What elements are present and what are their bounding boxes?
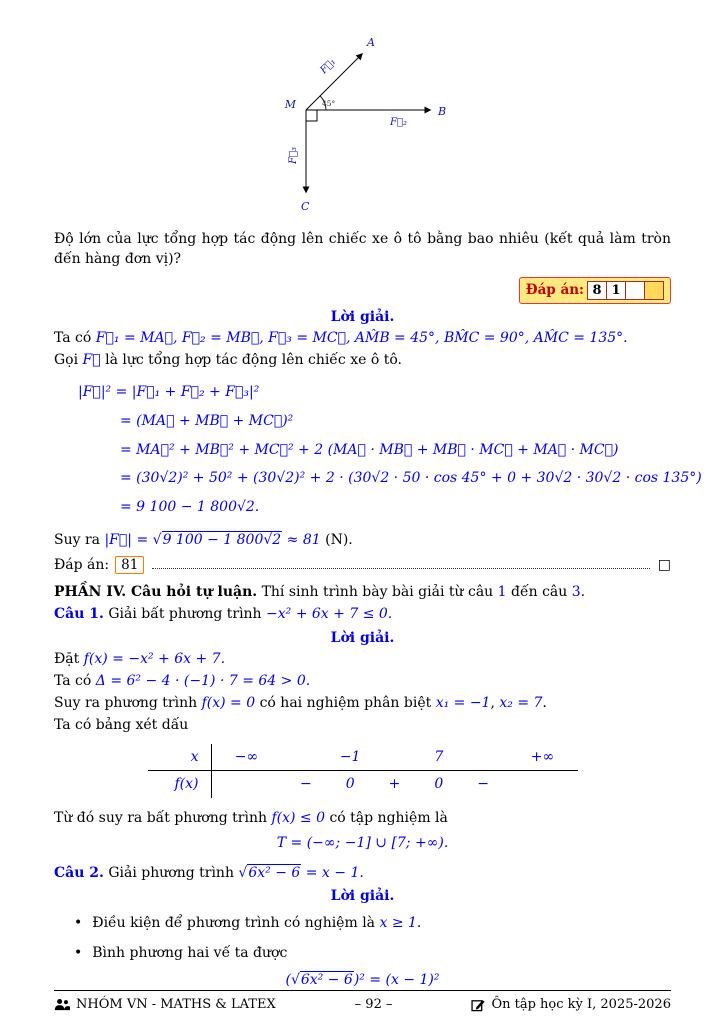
text-run: . — [580, 583, 586, 600]
text-run: Giải bất phương trình — [103, 606, 267, 623]
text-run: , — [490, 695, 500, 712]
bullet-text — [92, 913, 421, 933]
equation-line-4 — [120, 464, 702, 493]
equation-line-1 — [78, 378, 671, 407]
force-diagram-svg — [54, 18, 671, 223]
point-label-c: C — [301, 200, 310, 213]
answer-box-row — [54, 277, 671, 304]
sign-table-var: x — [190, 748, 199, 765]
text-run: Điều kiện để phương trình có nghiệm là — [92, 915, 380, 932]
footer-left-text: NHÓM VN - MATHS & LATEX — [76, 997, 276, 1012]
sign-table-flabel-cell — [148, 771, 212, 798]
solution-line-goi-f — [54, 350, 671, 370]
sign-table-sign: + — [388, 776, 401, 793]
ref-num-3: 3 — [571, 583, 581, 600]
loi-giai-heading-1: Lời giải. — [330, 308, 395, 325]
sign-table-cell — [508, 771, 578, 798]
math-run: = (30√2)² + 50² + (30√2)² + 2 · (30√2 · 50 · cos 45° + 0 + 30√2 · 30√2 · cos 135°) — [120, 470, 702, 487]
math-run: f(x) ≤ 0 — [271, 809, 325, 826]
dap-an-value-box: 81 — [115, 556, 144, 574]
text-run: Thí sinh trình bày bài giải từ câu — [257, 583, 498, 600]
math-run: = MA⃗² + MB⃗² + MC⃗² + 2 (MA⃗ · MB⃗ + MB⃗ · MC⃗ + MA⃗ · MC⃗) — [120, 441, 619, 458]
cau2-label: Câu 2. — [54, 865, 104, 881]
equation-line-2 — [120, 407, 671, 436]
math-run: T = (−∞; −1] ∪ [7; +∞). — [276, 835, 449, 851]
conclusion-line — [54, 530, 671, 550]
equation-line-5 — [120, 493, 671, 522]
dap-an-label: Đáp án: — [54, 556, 110, 573]
force-label-f2: F⃗₂ — [390, 117, 407, 128]
text-run: Suy ra — [54, 531, 105, 548]
cau1-label: Câu 1. — [54, 606, 104, 623]
cau1-heading — [54, 604, 671, 624]
sign-table-cell — [419, 771, 459, 798]
page-footer — [54, 990, 671, 1012]
text-run: Gọi — [54, 351, 83, 368]
loi-giai-heading-3: Lời giải. — [330, 888, 395, 905]
users-icon — [54, 998, 70, 1011]
math-run: Δ = 6² − 4 · (−1) · 7 = 64 > 0. — [95, 672, 311, 689]
force-label-f3: F⃗₃ — [288, 147, 299, 164]
sign-table-var-cell — [148, 744, 212, 771]
answer-cell-2: 1 — [606, 281, 626, 300]
bullet-item-2 — [74, 943, 671, 963]
text-run: . — [416, 915, 422, 932]
question-text: Độ lớn của lực tổng hợp tác động lên chiếc xe ô tô bằng bao nhiêu (kết quả làm tròn đến hàng đơn vị)? — [54, 231, 671, 268]
cau2-heading — [54, 863, 671, 883]
force-diagram — [54, 10, 671, 227]
squared-equation — [54, 972, 671, 988]
math-run: F⃗₁ = MA⃗, F⃗₂ = MB⃗, F⃗₃ = MC⃗, AM̂B = 45°, BM̂C = 90°, AM̂C = 135°. — [95, 329, 628, 346]
equation-block — [78, 378, 702, 521]
math-run: )² = (x − 1)² — [353, 971, 440, 988]
loi-giai-heading-2: Lời giải. — [330, 629, 395, 646]
dotted-leader — [152, 557, 649, 569]
text-run: . — [542, 695, 547, 712]
math-run: |F⃗|² = |F⃗₁ + F⃗₂ + F⃗₃|² — [78, 384, 260, 401]
sign-table-value: −∞ — [234, 748, 259, 765]
answer-box — [519, 277, 671, 304]
sqrt-sign: √ — [290, 971, 300, 988]
answer-cell-4 — [644, 281, 664, 300]
sqrt-radicand: 6x² − 6 — [248, 865, 301, 881]
sign-table-cell — [330, 771, 370, 798]
math-run: |F⃗| = — [104, 531, 153, 548]
math-run: = (MA⃗ + MB⃗ + MC⃗)² — [120, 412, 294, 429]
sign-table — [148, 744, 578, 798]
math-run: x ≥ 1 — [379, 915, 417, 932]
cau1-step-3 — [54, 693, 671, 713]
sign-table-sign: 0 — [434, 776, 444, 793]
math-run: x₂ = 7 — [499, 695, 543, 712]
cau1-step-5 — [54, 808, 671, 828]
sign-table-cell — [419, 744, 459, 771]
math-run: = x − 1. — [301, 865, 364, 881]
math-run: −x² + 6x + 7 ≤ 0. — [266, 606, 393, 623]
cau1-step-1 — [54, 649, 671, 669]
text-run: Ta có — [54, 329, 96, 346]
sqrt-sign: √ — [238, 865, 248, 881]
question-paragraph — [54, 229, 671, 270]
bullet-text: Bình phương hai vế ta được — [92, 944, 288, 961]
math-run: x₁ = −1 — [435, 695, 491, 712]
right-angle-mark — [306, 110, 317, 121]
point-label-b: B — [438, 105, 447, 118]
bullet-item-1 — [74, 913, 671, 933]
math-run: ≈ 81 — [282, 531, 321, 548]
sign-table-cell — [330, 744, 370, 771]
footer-right — [471, 997, 671, 1012]
force-label-f1: F⃗₁ — [318, 56, 339, 77]
sign-table-cell — [459, 744, 508, 771]
sign-table-sign: − — [299, 776, 312, 793]
bullet-icon: • — [74, 944, 83, 961]
cau1-step-4 — [54, 715, 671, 735]
text-run: có tập nghiệm là — [325, 809, 448, 826]
math-run: = 9 100 − 1 800√2. — [120, 498, 260, 515]
math-run: ( — [285, 971, 291, 988]
sqrt-sign: √ — [152, 531, 162, 548]
math-run: F⃗ — [82, 351, 101, 368]
sign-table-cell — [212, 744, 282, 771]
answer-cell-1: 8 — [587, 281, 607, 300]
text-run: Từ đó suy ra bất phương trình — [54, 809, 272, 826]
solution-line-vectors — [54, 328, 671, 348]
text-run: Ta có — [54, 672, 96, 689]
cau1-step-2 — [54, 671, 671, 691]
text-run: Đặt — [54, 650, 84, 667]
sign-table-cell — [459, 771, 508, 798]
sqrt-radicand: 9 100 − 1 800√2 — [162, 531, 282, 548]
part4-title: PHẦN IV. Câu hỏi tự luận. — [54, 583, 258, 600]
footer-left — [54, 997, 276, 1012]
text-run: Ta có bảng xét dấu — [54, 717, 189, 734]
answer-cells — [588, 281, 664, 300]
text-run: là lực tổng hợp tác động lên chiếc xe ô tô. — [100, 351, 402, 368]
angle-label-45: 45° — [322, 99, 336, 108]
page-number: – 92 – — [354, 997, 393, 1012]
solution-set-equation — [54, 835, 671, 851]
point-label-a: A — [367, 36, 375, 49]
part4-heading — [54, 582, 671, 602]
sign-table-flabel: f(x) — [174, 776, 199, 793]
sign-table-cell — [370, 771, 419, 798]
sign-table-cell — [282, 771, 331, 798]
sign-table-cell — [282, 744, 331, 771]
sqrt-radicand: 6x² − 6 — [300, 971, 353, 988]
ref-num-1: 1 — [497, 583, 507, 600]
answer-box-label: Đáp án: — [525, 282, 584, 299]
dap-an-line — [54, 556, 671, 574]
sign-table-cell — [370, 744, 419, 771]
text-run: đến câu — [506, 583, 572, 600]
bullet-icon: • — [74, 915, 83, 932]
sign-table-value: +∞ — [530, 748, 555, 765]
sign-table-sign: 0 — [345, 776, 355, 793]
answer-cell-3 — [625, 281, 645, 300]
text-run: có hai nghiệm phân biệt — [255, 695, 436, 712]
text-run: Giải phương trình — [103, 865, 239, 881]
sign-table-value: −1 — [339, 748, 361, 765]
math-run: f(x) = −x² + 6x + 7. — [83, 650, 226, 667]
equation-line-3 — [120, 436, 671, 465]
text-run: (N). — [320, 531, 353, 548]
text-run: Suy ra phương trình — [54, 695, 202, 712]
edit-icon — [471, 998, 485, 1012]
sign-table-sign: − — [477, 776, 490, 793]
sign-table-value: 7 — [434, 748, 444, 765]
sign-table-cell — [508, 744, 578, 771]
math-run: f(x) = 0 — [201, 695, 256, 712]
sign-table-cell — [212, 771, 282, 798]
point-label-m: M — [284, 98, 296, 111]
footer-right-text: Ôn tập học kỳ I, 2025-2026 — [491, 997, 671, 1012]
qed-square: □ — [657, 556, 671, 573]
